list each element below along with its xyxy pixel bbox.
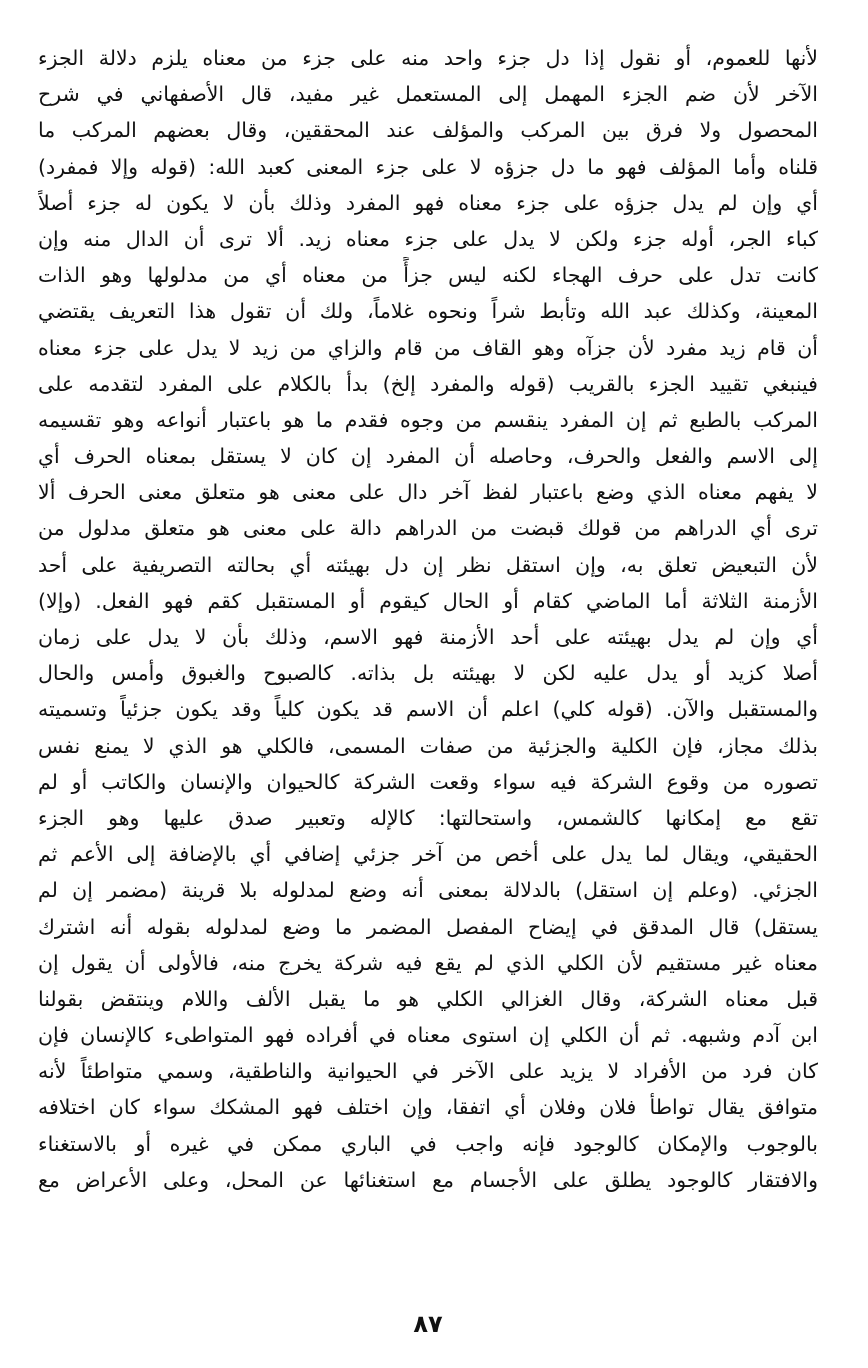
text-line: كانت تدل على حرف الهجاء لكنه ليس جزأً من معناه أي من مدلولها وهو الذات bbox=[38, 263, 818, 288]
text-line: أصلا كزيد أو يدل عليه لكن لا بهيئته بل بذاته. كالصبوح والغبوق وأمس والحال bbox=[38, 661, 818, 686]
text-line: قلناه وأما المؤلف فهو ما دل جزؤه لا على جزء المعنى كعبد الله: (قوله وإلا فمفرد) bbox=[38, 154, 818, 179]
text-line: متوافق يقال تواطأ فلان وفلان أي اتفقا، وإن اختلف فهو المشكك سواء كان اختلافه bbox=[38, 1095, 818, 1120]
text-line: الأزمنة الثلاثة أما الماضي كقام أو الحال كيقوم أو المستقبل كقم فهو الفعل. (وإلا) bbox=[38, 588, 818, 613]
text-line: ترى أي الدراهم من قولك قبضت من الدراهم دالة على معنى هو متعلق مدلول من bbox=[38, 516, 818, 541]
text-line: تصوره من وقوع الشركة فيه سواء وقعت الشركة كالحيوان والإنسان والكاتب أو لم bbox=[38, 769, 818, 794]
page-number: ٨٧ bbox=[413, 1310, 443, 1338]
text-line: ابن آدم وشبهه. ثم أن الكلي إن استوى معناه في أفراده فهو المتواطىء كالإنسان فإن bbox=[38, 1023, 818, 1048]
text-line: الحقيقي، ويقال لما يدل على أخص من آخر جزئي إضافي أي بالإضافة إلى الأعم ثم bbox=[38, 842, 818, 867]
text-line: يستقل) قال المدقق في إيضاح المفصل المضمر ما وضع لمدلوله بقوله أنه اشترك bbox=[38, 914, 818, 939]
text-line: والافتقار كالوجود يطلق على الأجسام مع استغنائها عن المحل، وعلى الأعراض مع bbox=[38, 1167, 818, 1192]
text-line: قبل معناه الشركة، وقال الغزالي الكلي هو ما يقبل الألف واللام وينتقض بقولنا bbox=[38, 986, 818, 1011]
text-line: الآخر لأن ضم الجزء المهمل إلى المستعمل غير مفيد، قال الأصفهاني في شرح bbox=[38, 82, 818, 107]
text-line: كباء الجر، أوله جزء ولكن لا يدل على جزء معناه زيد. ألا ترى أن الدال منه وإن bbox=[38, 226, 818, 251]
text-line: بالوجوب والإمكان كالوجود فإنه واجب في الباري ممكن في غيره أو بالاستغناء bbox=[38, 1131, 818, 1156]
text-line: المحصول ولا فرق بين المركب والمؤلف عند المحققين، وقال بعضهم المركب ما bbox=[38, 118, 818, 143]
text-line: أن قام زيد مفرد لأن جزآه وهو القاف من قام والزاي من زيد لا يدل على جزء معناه bbox=[38, 335, 818, 360]
text-line: أي وإن لم يدل جزؤه على جزء معناه فهو المفرد وذلك بأن لا يكون له جزء أصلاً bbox=[38, 190, 818, 215]
text-line: أي وإن لم يدل بهيئته على أحد الأزمنة فهو الاسم، وذلك بأن لا يدل على زمان bbox=[38, 625, 818, 649]
text-line: تقع مع إمكانها كالشمس، واستحالتها: كالإله وتعبير صدق عليها وهو الجزء bbox=[38, 805, 818, 830]
book-page bbox=[38, 40, 818, 1338]
text-line: لا يفهم معناه الذي وضع باعتبار لفظ آخر دال على معنى هو متعلق معنى الحرف ألا bbox=[38, 480, 818, 505]
text-line: لأنها للعموم، أو نقول إذا دل جزء واحد منه على جزء من معناه يلزم دلالة الجزء bbox=[38, 46, 818, 70]
text-line: إلى الاسم والفعل والحرف، وحاصله أن المفرد إن كان لا يستقل بمعناه الحرف أي bbox=[38, 444, 818, 469]
body-text bbox=[38, 40, 818, 1198]
text-line: فينبغي تقييد الجزء بالقريب (قوله والمفرد إلخ) بدأ بالكلام على المفرد لتقدمه على bbox=[38, 371, 818, 396]
text-line: لأن التبعيض تعلق به، وإن استقل نظر إن دل بهيئته أي بحالته التصريفية على أحد bbox=[38, 552, 818, 577]
text-line: الجزئي. (وعلم إن استقل) بالدلالة بمعنى أنه وضع لمدلوله بلا قرينة (مضمر إن لم bbox=[38, 878, 818, 903]
text-line: المركب بالطبع ثم إن المفرد ينقسم من وجوه فقدم ما هو باعتبار أنواعه وهو تقسيمه bbox=[38, 407, 818, 432]
text-line: كان فرد من الأفراد لا يزيد على الآخر في الحيوانية والناطقية، وسمي متواطئاً لأنه bbox=[38, 1059, 818, 1084]
text-line: بذلك مجاز، فإن الكلية والجزئية من صفات المسمى، فالكلي هو الذي لا يمنع نفس bbox=[38, 733, 818, 758]
text-line: معناه غير مستقيم لأن الكلي الذي لم يقع فيه شركة يخرج منه، فالأولى أن يقول إن bbox=[38, 950, 818, 975]
text-line: والمستقبل والآن. (قوله كلي) اعلم أن الاسم قد يكون كلياً وقد يكون جزئياً وتسميته bbox=[38, 697, 818, 722]
text-line: المعينة، وكذلك عبد الله وتأبط شراً ونحوه غلاماً، ولك أن تقول هذا التعريف يقتضي bbox=[38, 299, 818, 324]
